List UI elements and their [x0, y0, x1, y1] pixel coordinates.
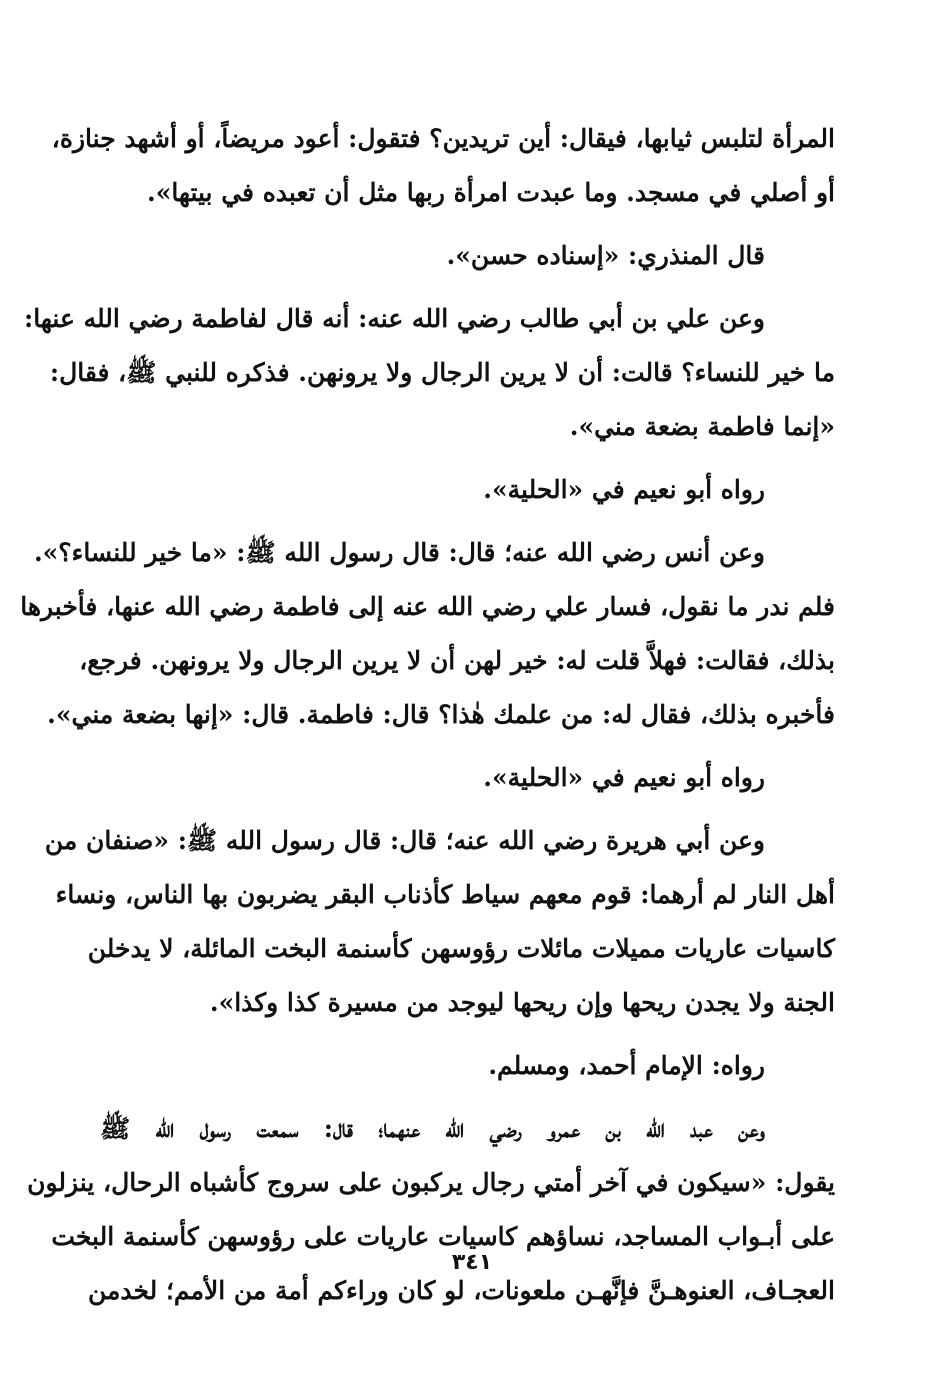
- paragraph-1: [51, 112, 835, 220]
- text-line: العجـاف، العنوهـنَّ فإنَّهـن ملعونات، لو كان وراءكم أمة من الأمم؛ لخدمن: [87, 1276, 835, 1305]
- text-line: أهل النار لم أرهما: قوم معهم سياط كأذناب البقر يضربون بها الناس، ونساء: [55, 880, 835, 909]
- text-line: المرأة لتلبس ثيابها، فيقال: أين تريدين؟ فتقول: أعود مريضاً، أو أشهد جنازة،: [51, 124, 835, 153]
- text-line: يقول: «سيكون في آخر أمتي رجال يركبون على سروج كأشباه الرحال، ينزلون: [27, 1168, 835, 1197]
- text-line: فلم ندر ما نقول، فسار علي رضي الله عنه إلى فاطمة رضي الله عنها، فأخبرها: [20, 592, 835, 621]
- text-line: وعن علي بن أبي طالب رضي الله عنه: أنه قال لفاطمة رضي الله عنها:: [24, 304, 765, 333]
- paragraph-8: [100, 1039, 835, 1093]
- text-line: الجنة ولا يجدن ريحها وإن ريحها ليوجد من مسيرة كذا وكذا».: [209, 988, 835, 1017]
- page-number: ٣٤١: [451, 1250, 493, 1275]
- paragraph-7: [44, 814, 835, 1030]
- text-line: قال المنذري: «إسناده حسن».: [446, 241, 765, 270]
- text-line: أو أصلي في مسجد. وما عبدت امرأة ربها مثل أن تعبده في بيتها».: [146, 178, 835, 207]
- text-line: رواه أبو نعيم في «الحلية».: [483, 475, 765, 504]
- text-line: رواه أبو نعيم في «الحلية».: [483, 763, 765, 792]
- text-line: ما خير للنساء؟ قالت: أن لا يرين الرجال ولا يرونهن. فذكره للنبي ﷺ، فقال:: [49, 358, 835, 387]
- paragraph-5: [20, 526, 835, 742]
- paragraph-4: [100, 463, 835, 517]
- body-text: [20, 112, 835, 1318]
- text-line: بذلك، فقالت: فهلاَّ قلت له: خير لهن أن لا يرين الرجال ولا يرونهن. فرجع،: [79, 646, 835, 675]
- paragraph-6: [100, 751, 835, 805]
- text-line: وعن عبد الله بن عمرو رضي الله عنهما؛ قال: سمعت رسول الله ﷺ: [100, 1114, 765, 1143]
- text-line: كاسيات عاريات مميلات مائلات رؤوسهن كأسنمة البخت المائلة، لا يدخلن: [87, 934, 835, 963]
- text-line: وعن أنس رضي الله عنه؛ قال: قال رسول الله ﷺ: «ما خير للنساء؟».: [33, 538, 765, 567]
- paragraph-9: [27, 1102, 835, 1318]
- text-line: رواه: الإمام أحمد، ومسلم.: [488, 1051, 765, 1080]
- text-line: وعن أبي هريرة رضي الله عنه؛ قال: قال رسول الله ﷺ: «صنفان من: [44, 826, 765, 855]
- text-line: «إنما فاطمة بضعة مني».: [569, 412, 835, 441]
- paragraph-3: [24, 292, 835, 454]
- text-line: على أبـواب المساجد، نساؤهم كاسيات عاريات على رؤوسهن كأسنمة البخت: [51, 1222, 835, 1251]
- paragraph-2: [100, 229, 835, 283]
- text-line: فأخبره بذلك، فقال له: من علمك هٰذا؟ قال: فاطمة. قال: «إنها بضعة مني».: [47, 700, 835, 729]
